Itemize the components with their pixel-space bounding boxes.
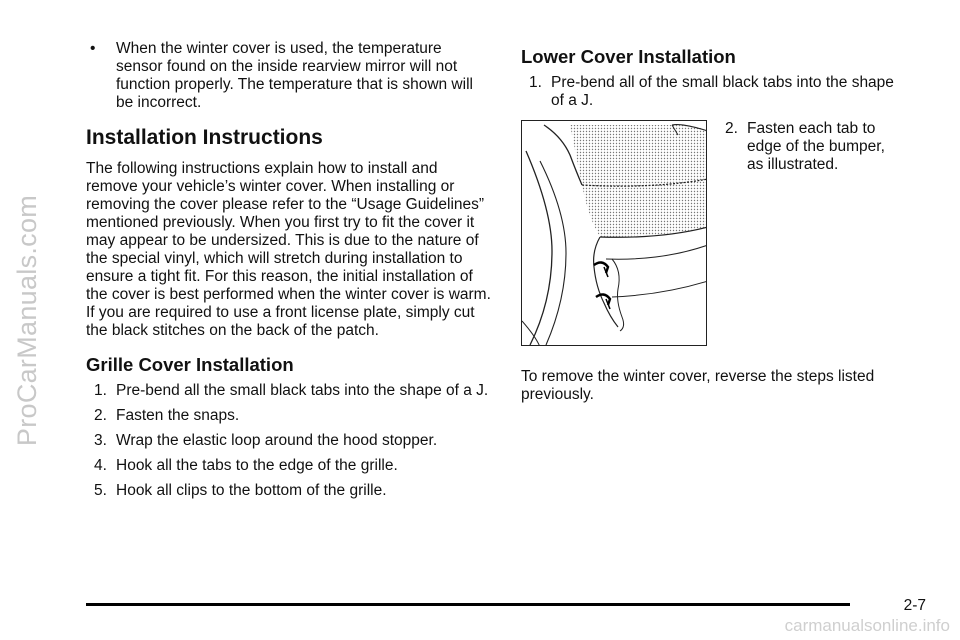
grille-step [86, 382, 491, 400]
left-column [86, 40, 491, 507]
installation-heading: Installation Instructions [86, 126, 323, 149]
step-number: 2. [725, 120, 738, 137]
bullet-dot: • [90, 40, 96, 57]
lower-cover-heading: Lower Cover Installation [521, 46, 736, 67]
temperature-note [86, 40, 491, 112]
grille-step [86, 457, 491, 475]
step-text: Pre-bend all the small black tabs into the shape of a J. [116, 382, 489, 399]
grille-steps [86, 382, 491, 500]
step-number: 1. [94, 382, 107, 399]
lower-step [521, 74, 906, 110]
footer-rule [86, 603, 850, 606]
step-text: Fasten each tab to edge of the bumper, as illustrated. [747, 120, 885, 173]
step-number: 1. [529, 74, 542, 91]
lower-steps [521, 74, 906, 110]
grille-heading: Grille Cover Installation [86, 354, 294, 375]
side-watermark [8, 0, 48, 640]
step-number: 3. [94, 432, 107, 449]
bumper-illustration [521, 120, 707, 346]
removal-text: To remove the winter cover, reverse the steps listed previously. [521, 368, 875, 403]
grille-step [86, 407, 491, 425]
watermark-text: ProCarManuals.com [12, 194, 43, 446]
page-number: 2-7 [903, 597, 926, 614]
installation-paragraph: The following instructions explain how to install and remove your vehicle’s winter cover. When installing or removing the cover please refer to the “Usage Guidelines” mentioned previously. When you first try to fit the cover it may appear to be undersized. This is due to the nature of the special vinyl, which will stretch during installation to ensure a tight fit. For this reason, the initial installation of the cover is best performed when the winter cover is warm. If you are required to use a front license plate, simply cut the black stitches on the back of the patch. [86, 160, 491, 339]
right-column [521, 40, 906, 404]
step-text: Wrap the elastic loop around the hood stopper. [116, 432, 438, 449]
step-text: Hook all the tabs to the edge of the grille. [116, 457, 398, 474]
step-number: 2. [94, 407, 107, 424]
step-number: 4. [94, 457, 107, 474]
footer-watermark: carmanualsonline.info [784, 616, 950, 635]
step-text: Hook all clips to the bottom of the grille. [116, 482, 387, 499]
lower-step-2 [725, 120, 897, 346]
grille-step [86, 432, 491, 450]
step-text: Pre-bend all of the small black tabs into the shape of a J. [551, 74, 894, 109]
step-number: 5. [94, 482, 107, 499]
temperature-note-text: When the winter cover is used, the temperature sensor found on the inside rearview mirror will not function properly. The temperature that is shown will be incorrect. [116, 40, 473, 111]
grille-step [86, 482, 491, 500]
figure-row [521, 120, 906, 346]
step-text: Fasten the snaps. [116, 407, 240, 424]
